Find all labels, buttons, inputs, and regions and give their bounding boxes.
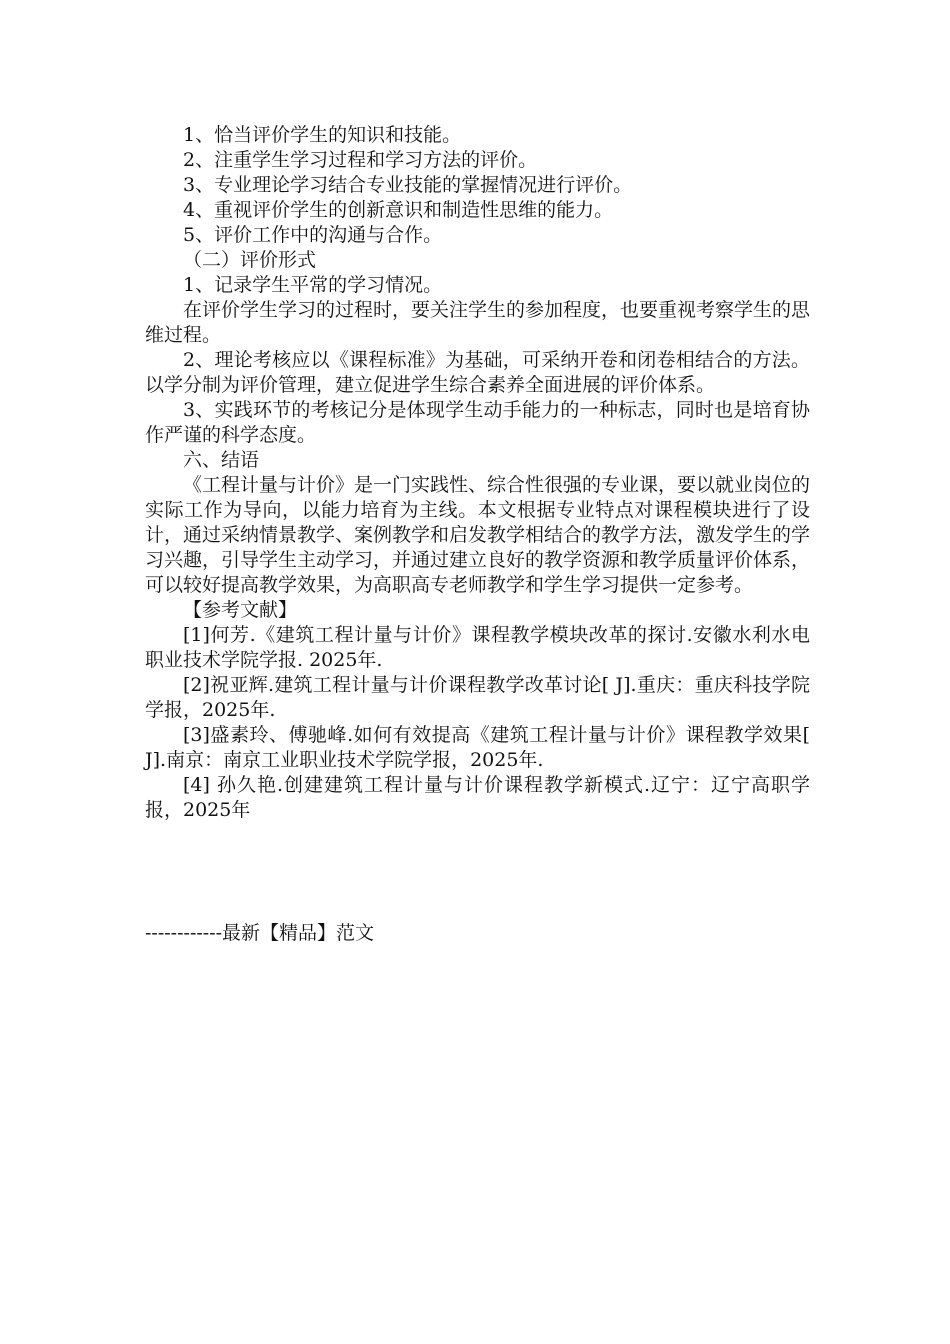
form-item-1: 1、记录学生平常的学习情况。	[183, 274, 443, 296]
evaluation-item-4: 4、重视评价学生的创新意识和制造性思维的能力。	[183, 199, 614, 221]
reference-3: [3]盛素玲、傅驰峰.如何有效提高《建筑工程计量与计价》课程教学效果[ J].南京：南京工业职业技术学院学报，2025年.	[145, 724, 810, 771]
section-heading-conclusion: 六、结语	[183, 449, 260, 471]
document-body	[145, 123, 810, 823]
form-item-1-detail: 在评价学生学习的过程时，要关注学生的参加程度，也要重视考察学生的思维过程。	[145, 299, 811, 346]
evaluation-item-2: 2、注重学生学习过程和学习方法的评价。	[183, 149, 538, 171]
conclusion-paragraph: 《工程计量与计价》是一门实践性、综合性很强的专业课，要以就业岗位的实际工作为导向，以能力培育为主线。本文根据专业特点对课程模块进行了设计，通过采纳情景教学、案例教学和启发教学相结合的教学方法，激发学生的学习兴趣，引导学生主动学习，并通过建立良好的教学资源和教学质量评价体系，可以较好提高教学效果，为高职高专老师教学和学生学习提供一定参考。	[145, 474, 811, 596]
evaluation-item-1: 1、恰当评价学生的知识和技能。	[183, 124, 462, 146]
reference-4: [4] 孙久艳.创建建筑工程计量与计价课程教学新模式.辽宁：辽宁高职学报，2025年	[145, 774, 810, 821]
reference-2: [2]祝亚辉.建筑工程计量与计价课程教学改革讨论[ J].重庆：重庆科技学院学报，2025年.	[145, 674, 810, 721]
form-item-2: 2、理论考核应以《课程标准》为基础，可采纳开卷和闭卷相结合的方法。以学分制为评价管理，建立促进学生综合素养全面进展的评价体系。	[145, 349, 810, 396]
reference-1: [1]何芳.《建筑工程计量与计价》课程教学模块改革的探讨.安徽水利水电职业技术学院学报. 2025年.	[145, 624, 810, 671]
section-heading-evaluation-form: （二）评价形式	[183, 249, 317, 271]
evaluation-item-3: 3、专业理论学习结合专业技能的掌握情况进行评价。	[183, 174, 633, 196]
footer-label: ------------最新【精品】范文	[145, 922, 375, 944]
references-heading: 【参考文献】	[183, 599, 298, 621]
form-item-3: 3、实践环节的考核记分是体现学生动手能力的一种标志，同时也是培育协作严谨的科学态度。	[145, 399, 810, 446]
evaluation-item-5: 5、评价工作中的沟通与合作。	[183, 224, 443, 246]
